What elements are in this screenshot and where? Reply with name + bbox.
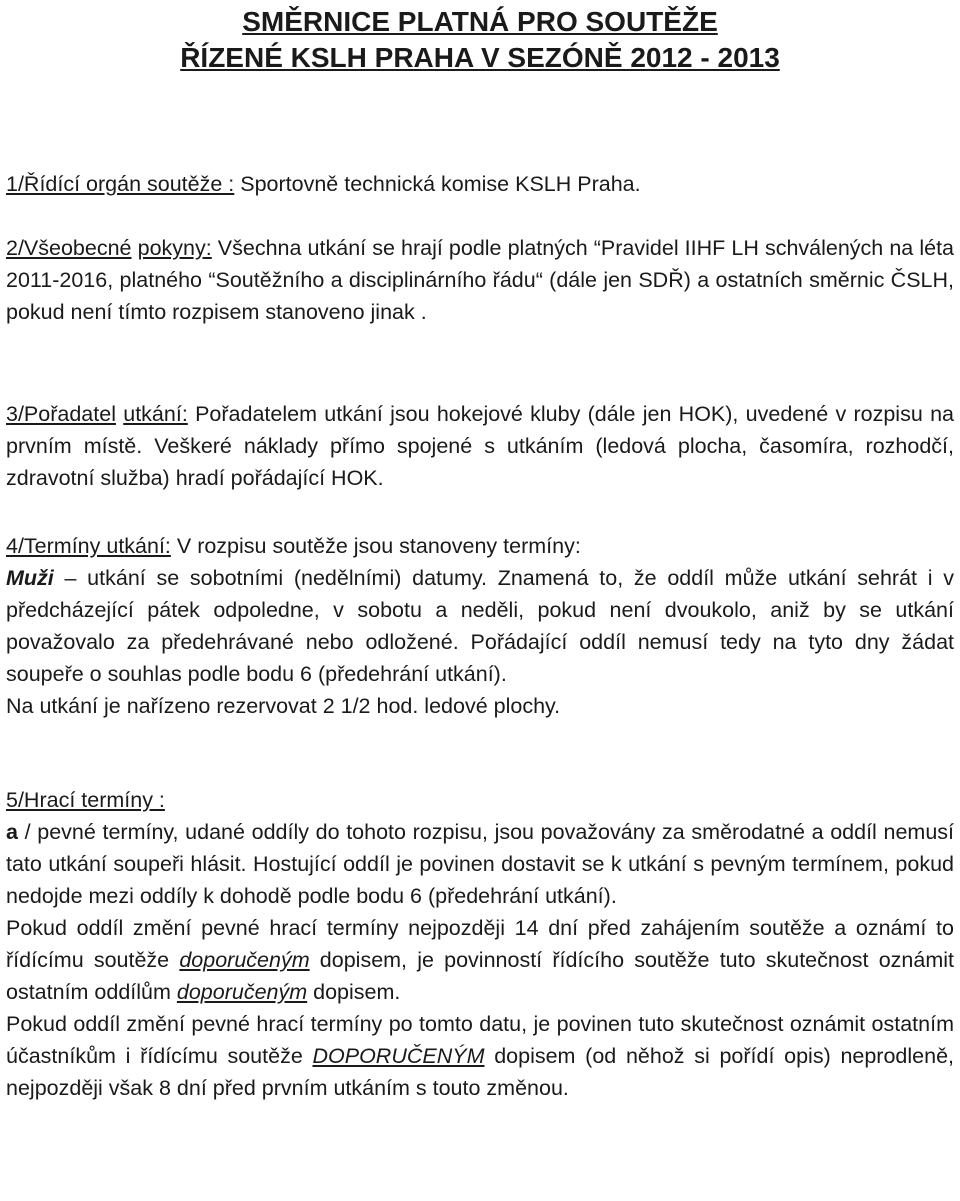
section-5-p2-b: dopisem, je povinností řídícího soutěže tuto skutečnost oznámit ostatním oddílům [6,948,954,1004]
section-2-text: Všechna utkání se hrají podle platných “Pravidel IIHF LH schválených na léta 2011-2016, platného “Soutěžního a disciplinárního řádu“ (dále jen SDŘ) a ostatních směrnic ČSLH, pokud není tímto rozpisem stanoveno jinak . [6,236,954,324]
section-4-men-text: – utkání se sobotními (nedělními) datumy. Znamená to, že oddíl může utkání sehrát i v předcházející pátek odpoledne, v sobotu a neděli, pokud není dvoukolo, aniž by se utkání považovalo za předehrávané nebo odložené. Pořádající oddíl nemusí tedy na tyto dny žádat soupeře o souhlas podle bodu 6 (předehrání utkání). [6,566,954,686]
section-3-heading-b: utkání: [123,402,188,426]
section-2 [6,232,954,328]
section-5-p2-em2: doporučeným [176,980,308,1004]
section-1-heading: 1/Řídící orgán soutěže : [6,172,235,196]
section-5-p2-em1: doporučeným [179,948,310,972]
section-4-intro: V rozpisu soutěže jsou stanoveny termíny: [170,534,581,558]
section-5-p3-b: dopisem (od něhož si pořídí opis) neprodleně, nejpozději však 8 dní před prvním utkáním s touto změnou. [6,1044,955,1100]
document-title-line1: SMĚRNICE PLATNÁ PRO SOUTĚŽE [242,6,718,37]
section-3-heading-a: 3/Pořadatel [6,402,116,426]
section-1 [6,168,954,200]
section-4 [6,530,954,722]
document-title-line2: ŘÍZENÉ KSLH PRAHA V SEZÓNĚ 2012 - 2013 [180,42,780,73]
section-2-heading-a: 2/Všeobecné [6,236,132,260]
section-2-heading-b: pokyny: [137,236,212,260]
section-3 [6,398,954,494]
section-5-heading: 5/Hrací termíny : [6,788,165,812]
section-4-men-label: Muži [6,566,54,590]
section-3-text: Pořadatelem utkání jsou hokejové kluby (dále jen HOK), uvedené v rozpisu na prvním místě. Veškeré náklady přímo spojené s utkáním (ledová plocha, časomíra, rozhodčí, zdravotní služba) hradí pořádající HOK. [6,402,954,490]
section-1-text: Sportovně technická komise KSLH Praha. [234,172,641,196]
section-5-a-label: a [6,820,18,844]
section-5-a-text: / pevné termíny, udané oddíly do tohoto rozpisu, jsou považovány za směrodatné a oddíl nemusí tato utkání soupeři hlásit. Hostující oddíl je povinen dostavit se k utkání s pevným termínem, pokud nedojde mezi oddíly k dohodě podle bodu 6 (předehrání utkání). [6,820,954,908]
section-5-p2-a: Pokud oddíl změní pevné hrací termíny nejpozději 14 dní před zahájením soutěže a oznámí to řídícímu soutěže [6,916,954,972]
section-4-ice-text: Na utkání je nařízeno rezervovat 2 1/2 hod. ledové plochy. [6,694,561,718]
section-5-p2-c: dopisem. [307,980,401,1004]
section-5-p3-a: Pokud oddíl změní pevné hrací termíny po tomto datu, je povinen tuto skutečnost oznámit ostatním účastníkům i řídícímu soutěže [6,1012,954,1068]
section-4-heading: 4/Termíny utkání: [6,534,171,558]
section-5-p3-em: DOPORUČENÝM [312,1044,485,1068]
section-5 [6,784,954,1104]
